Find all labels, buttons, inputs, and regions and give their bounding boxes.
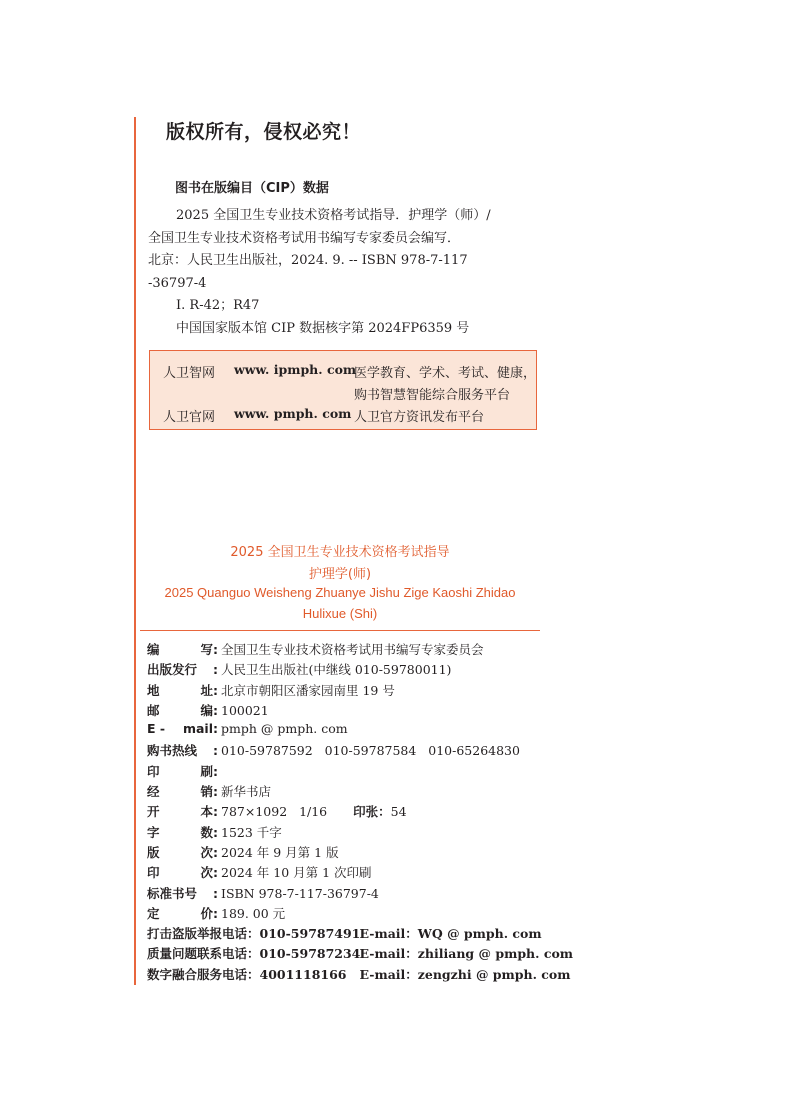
field-label: 价: [200, 905, 213, 921]
field-label: 经: [147, 784, 160, 800]
colophon-row-distributor: 经 销 : 新华书店: [147, 784, 272, 800]
colophon-row-author: 编 写 : 全国卫生专业技术资格考试用书编写专家委员会: [147, 642, 484, 657]
field-value: 2024 年 10 月第 1 次印刷: [221, 865, 372, 881]
site-url: [234, 384, 354, 403]
colophon-row-price: 定 价 : 189. 00 元: [147, 905, 286, 921]
contact-email[interactable]: E-mail：zhiliang @ pmph. com: [359, 946, 574, 962]
field-value: ISBN 978-7-117-36797-4: [221, 885, 379, 901]
field-label: 次: [200, 865, 213, 881]
colophon-row-edition: 版 次 : 2024 年 9 月第 1 版: [147, 844, 339, 860]
field-label: 编: [147, 642, 160, 657]
colophon-row-address: 地 址 : 北京市朝阳区潘家园南里 19 号: [147, 682, 395, 698]
field-label: 编: [200, 702, 213, 718]
copyright-heading: 版权所有，侵权必究！: [166, 121, 362, 143]
field-value: 北京市朝阳区潘家园南里 19 号: [221, 682, 395, 698]
field-label: 销: [200, 784, 213, 800]
field-label: 出版发行: [147, 662, 198, 678]
cip-title: 图书在版编目（CIP）数据: [175, 181, 329, 196]
contact-phone: 4001118166: [259, 966, 347, 982]
field-label: 邮: [147, 702, 160, 718]
field-label: 定: [147, 905, 160, 921]
margin-rule: [134, 117, 136, 985]
site-url[interactable]: www. ipmph. com: [234, 362, 357, 377]
colophon-row-isbn: 标准书号 : ISBN 978-7-117-36797-4: [147, 885, 379, 901]
colophon-table: [147, 640, 573, 985]
colophon-row-email: E - mail : pmph @ pmph. com: [147, 721, 348, 737]
cip-block: [148, 205, 491, 340]
field-value: 新华书店: [221, 784, 272, 800]
cip-line: -36797-4: [148, 275, 207, 291]
field-label: E -: [147, 721, 166, 737]
contact-email[interactable]: E-mail：WQ @ pmph. com: [359, 926, 542, 942]
site-desc: 人卫官方资讯发布平台: [354, 410, 485, 425]
field-label: 购书热线: [147, 743, 198, 759]
field-value: 1523 千字: [221, 824, 282, 840]
colophon-row-postcode: 邮 编 : 100021: [147, 702, 269, 718]
field-label: 刷: [200, 763, 213, 779]
site-desc: 购书智慧智能综合服务平台: [354, 388, 511, 403]
field-label: 标准书号: [147, 885, 198, 901]
book-title-pinyin: 2025 Quanguo Weisheng Zhuanye Jishu Zige Kaoshi Zhidao: [164, 585, 516, 600]
contact-row: [147, 924, 573, 944]
email-link[interactable]: pmph @ pmph. com: [221, 721, 348, 737]
field-label: 字: [147, 824, 160, 840]
book-subtitle: 护理学(师): [308, 567, 372, 582]
field-label: 址: [200, 682, 213, 698]
field-value: 787×1092 1/16: [221, 804, 328, 820]
contact-phone: 010-59787491: [259, 926, 361, 942]
colophon-row-printer: 印 刷 :: [147, 763, 218, 779]
field-value: 189. 00 元: [221, 905, 286, 921]
field-label: 开: [147, 804, 160, 820]
contact-label: 质量问题联系电话：: [147, 946, 260, 962]
website-row: [150, 406, 484, 425]
field-value: 2024 年 9 月第 1 版: [221, 844, 339, 860]
field-label: 印: [147, 763, 160, 779]
site-name: [150, 384, 234, 403]
field-label: 数: [200, 824, 213, 840]
field-value: 54: [390, 804, 407, 820]
field-label: 地: [147, 682, 160, 698]
book-subtitle-pinyin: Hulixue (Shi): [302, 606, 378, 621]
site-url[interactable]: www. pmph. com: [234, 406, 352, 421]
cip-line: 中国国家版本馆 CIP 数据核字第 2024FP6359 号: [176, 320, 470, 336]
field-label: mail: [182, 721, 213, 737]
colophon-row-words: 字 数 : 1523 千字: [147, 824, 282, 840]
contact-label: 数字融合服务电话：: [147, 966, 260, 982]
cip-line: 全国卫生专业技术资格考试用书编写专家委员会编写．: [148, 230, 461, 246]
colophon-row-hotline: 购书热线 : 010-59787592 010-59787584 010-65264830: [147, 743, 520, 759]
field-label: 本: [200, 804, 213, 820]
colophon-row-format: 开 本 : 787×1092 1/16 印张： 54: [147, 804, 407, 820]
field-label: 次: [200, 844, 213, 860]
site-name: 人卫官网: [163, 410, 216, 425]
title-divider: [140, 630, 540, 631]
book-title: 2025 全国卫生专业技术资格考试指导: [230, 545, 450, 560]
field-label: 版: [147, 844, 160, 860]
contact-email[interactable]: E-mail：zengzhi @ pmph. com: [359, 966, 571, 982]
contact-phone: 010-59787234: [259, 946, 361, 962]
field-label: 印: [147, 865, 160, 881]
colophon-row-printing: 印 次 : 2024 年 10 月第 1 次印刷: [147, 865, 372, 881]
field-value: 010-59787592 010-59787584 010-65264830: [221, 743, 520, 759]
site-desc: 医学教育、学术、考试、健康，: [354, 366, 537, 381]
contact-row: [147, 965, 573, 985]
field-label: 写: [200, 642, 213, 657]
field-value: 全国卫生专业技术资格考试用书编写专家委员会: [221, 642, 484, 657]
field-label: 印张：: [353, 804, 391, 820]
cip-line: 2025 全国卫生专业技术资格考试指导．护理学（师）/: [176, 208, 491, 223]
website-info-box: [149, 350, 537, 430]
colophon-row-publisher: 出版发行 : 人民卫生出版社(中继线 010-59780011): [147, 662, 452, 678]
contact-label: 打击盗版举报电话：: [147, 926, 260, 942]
field-value: 100021: [221, 702, 269, 718]
website-row: [150, 362, 536, 381]
field-value: 人民卫生出版社(中继线 010-59780011): [221, 662, 452, 678]
contact-row: [147, 944, 573, 964]
website-row: [150, 384, 510, 403]
site-name: 人卫智网: [163, 366, 216, 381]
cip-line: 北京：人民卫生出版社，2024. 9. -- ISBN 978-7-117: [148, 253, 468, 268]
cip-line: Ⅰ. R-42；R47: [176, 298, 260, 313]
